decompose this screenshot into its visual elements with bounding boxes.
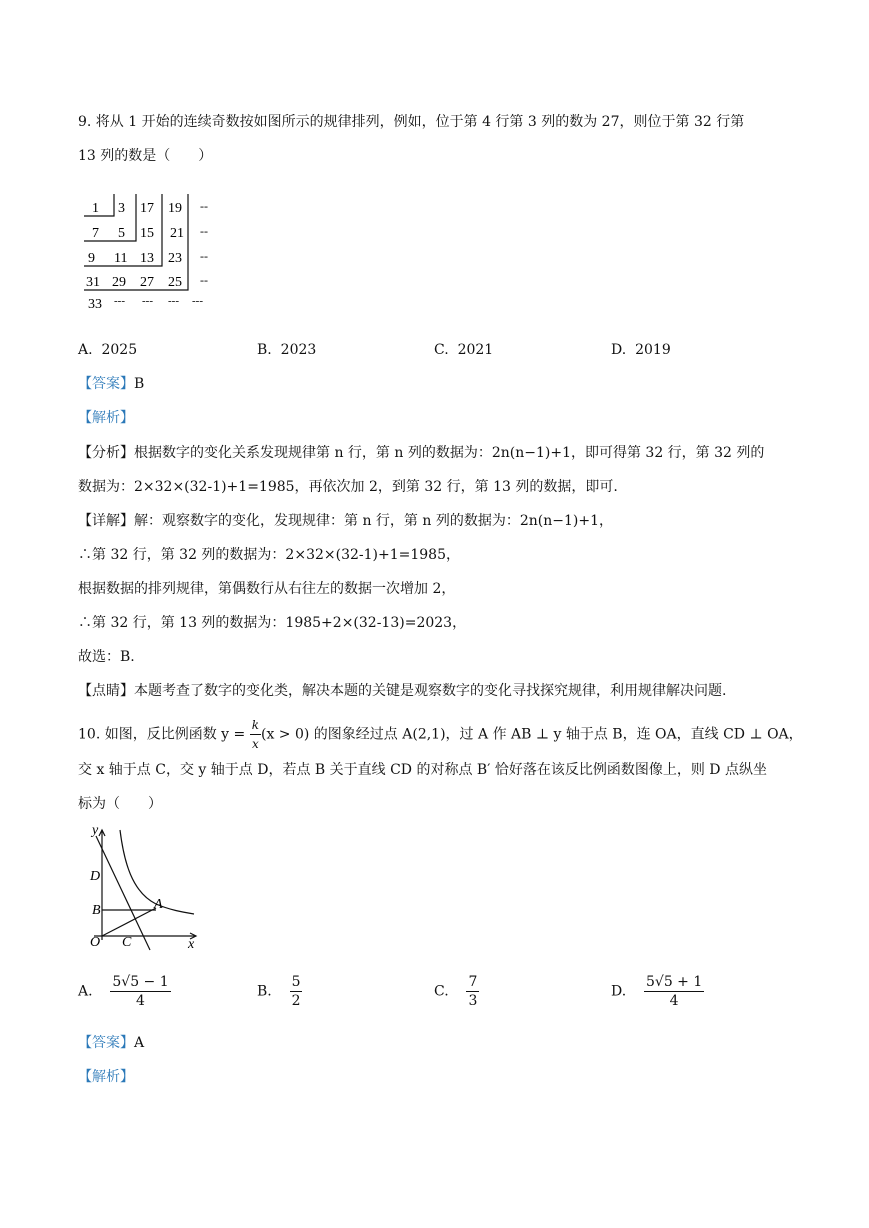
- q9-solution-line: ∴第 32 行，第 32 列的数据为：2×32×(32-1)+1=1985，: [78, 547, 460, 563]
- q10-analysis-heading: 【解析】: [78, 1069, 134, 1085]
- grid-cell: 13: [140, 251, 154, 266]
- grid-cell: 21: [170, 226, 184, 241]
- grid-cell: 9: [88, 251, 95, 266]
- q9-option-d[interactable]: D. 2019: [611, 342, 671, 358]
- grid-cell: 1: [92, 201, 99, 216]
- q9-option-c[interactable]: C. 2021: [434, 342, 494, 358]
- grid-cell: 27: [140, 275, 154, 290]
- grid-cell: 7: [92, 226, 99, 241]
- q10-stem-line3: 标为（ ）: [78, 796, 162, 812]
- grid-cell: --: [200, 249, 208, 263]
- q9-stem-line2: 13 列的数是（ ）: [78, 148, 213, 164]
- grid-cell: ---: [114, 295, 125, 307]
- graph-label-x: x: [188, 937, 195, 952]
- q10-stem-line2: 交 x 轴于点 C，交 y 轴于点 D，若点 B 关于直线 CD 的对称点 B′ 恰好落在该反比例函数图像上，则 D 点纵坐: [78, 762, 767, 778]
- q9-dianjing: 【点睛】本题考查了数字的变化类，解决本题的关键是观察数字的变化寻找探究规律，利用规律解决问题.: [78, 683, 727, 699]
- q10-option-c[interactable]: C. $\frac{7}{3}$: [434, 974, 478, 1009]
- q9-xiangjie-line1: 【详解】解：观察数字的变化，发现规律：第 n 行，第 n 列的数据为：2n(n−1)+1，: [78, 513, 613, 529]
- q9-solution-line: 故选：B.: [78, 649, 135, 665]
- grid-cell: ---: [192, 295, 203, 307]
- grid-cell: 3: [118, 201, 125, 216]
- grid-cell: --: [200, 273, 208, 287]
- q9-option-b[interactable]: B. 2023: [257, 342, 317, 358]
- q10-stem-line1: 10. 如图，反比例函数 y = $\frac{k}{x}$ (x > 0) 的图象经过点 A(2,1)，过 A 作 AB ⊥ y 轴于点 B，连 OA，直线 CD ⊥ OA，: [78, 718, 803, 751]
- q9-answer: 【答案】B: [78, 376, 145, 392]
- q10-option-d[interactable]: D. $\frac{5√5 + 1}{4}$: [611, 974, 703, 1009]
- grid-cell: 15: [140, 226, 154, 241]
- grid-cell: ---: [168, 295, 179, 307]
- graph-label-o: O: [90, 935, 101, 950]
- q10-k-over-x-fraction: $\frac{k}{x}$: [251, 718, 259, 751]
- q9-fenxi-line1: 【分析】根据数字的变化关系发现规律第 n 行，第 n 列的数据为：2n(n−1)+1，即可得第 32 行，第 32 列的: [78, 445, 765, 461]
- graph-label-b: B: [92, 903, 101, 918]
- grid-cell: 17: [140, 201, 154, 216]
- grid-cell: --: [200, 199, 208, 213]
- q9-fenxi-line2: 数据为：2×32×(32-1)+1=1985，再依次加 2，到第 32 行，第 13 列的数据，即可.: [78, 479, 618, 495]
- grid-cell: 19: [168, 201, 182, 216]
- q9-analysis-heading: 【解析】: [78, 410, 134, 426]
- graph-label-d: D: [90, 869, 101, 884]
- q9-option-a[interactable]: A. 2025: [78, 342, 138, 358]
- grid-cell: ---: [142, 295, 153, 307]
- q10-graph-figure: [78, 822, 208, 952]
- grid-cell: 11: [114, 251, 128, 266]
- grid-cell: 5: [118, 226, 125, 241]
- q10-option-b[interactable]: B. $\frac{5}{2}$: [257, 974, 301, 1009]
- q10-option-a[interactable]: A. $\frac{5√5 - 1}{4}$: [78, 974, 169, 1009]
- graph-label-a: A: [154, 897, 163, 912]
- q9-solution-line: 根据数据的排列规律，第偶数行从右往左的数据一次增加 2，: [78, 581, 456, 597]
- segment-oa: [102, 908, 156, 936]
- grid-cell: --: [200, 224, 208, 238]
- graph-label-y: y: [92, 823, 99, 838]
- q10-answer: 【答案】A: [78, 1035, 145, 1051]
- grid-cell: 23: [168, 251, 182, 266]
- grid-cell: 29: [112, 275, 126, 290]
- q9-number-grid-figure: [78, 192, 228, 310]
- grid-cell: 25: [168, 275, 182, 290]
- graph-label-c: C: [122, 935, 132, 950]
- q9-solution-line: ∴第 32 行，第 13 列的数据为：1985+2×(32-13)=2023，: [78, 615, 467, 631]
- grid-cell: 33: [88, 297, 102, 310]
- q9-stem-line1: 9. 将从 1 开始的连续奇数按如图所示的规律排列，例如，位于第 4 行第 3 列的数为 27，则位于第 32 行第: [78, 114, 745, 130]
- grid-cell: 31: [86, 275, 100, 290]
